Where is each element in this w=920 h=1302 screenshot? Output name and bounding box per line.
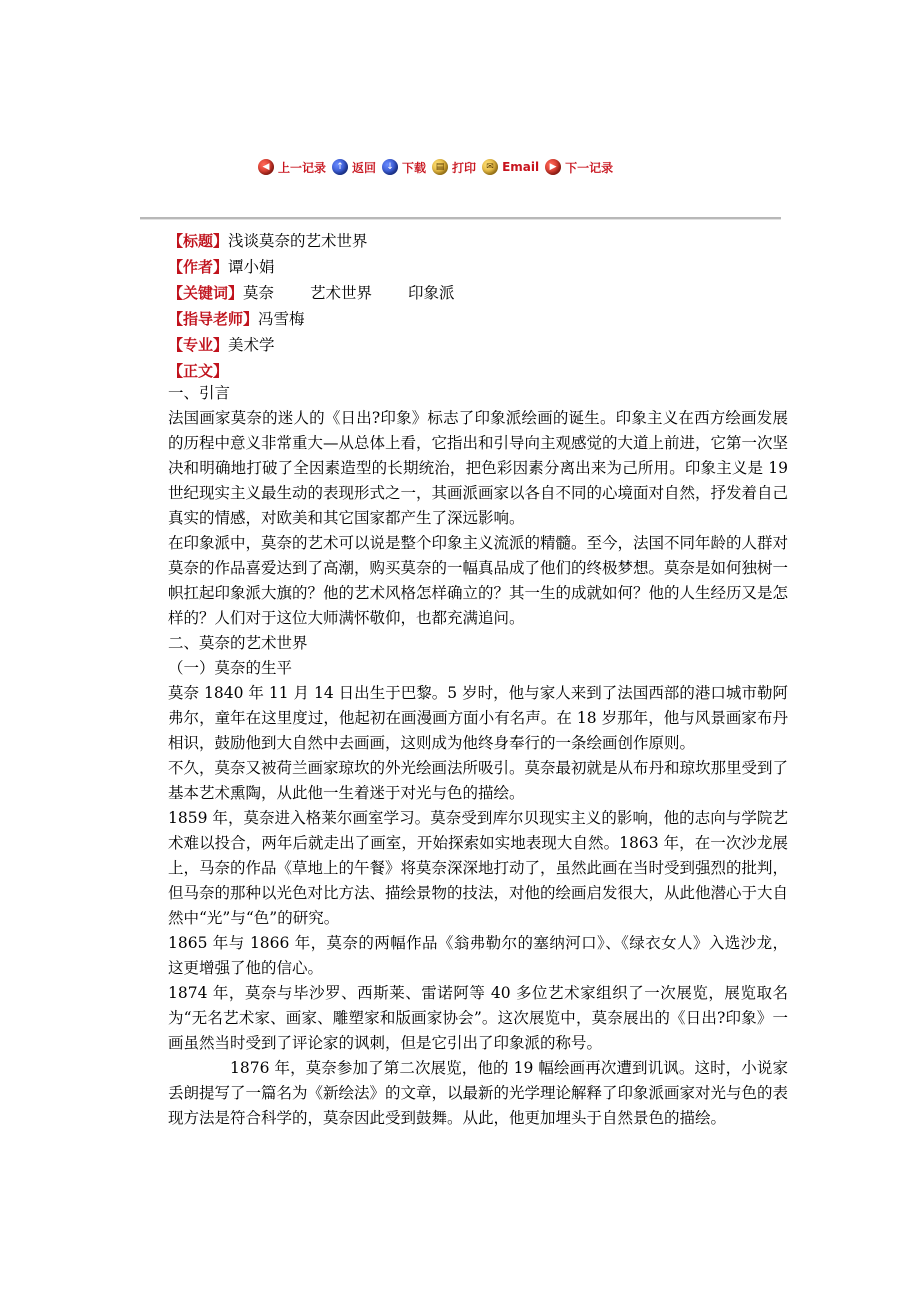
- next-record-label: 下一记录: [565, 160, 614, 175]
- author-value: 谭小娟: [228, 258, 275, 276]
- paragraph: 1876 年，莫奈参加了第二次展览，他的 19 幅绘画再次遭到讥讽。这时，小说家丢朗提写了一篇名为《新绘法》的文章，以最新的光学理论解释了印象派画家对光与色的表现方法是符合科学的，莫奈因此受到鼓舞。从此，他更加埋头于自然景色的描绘。: [168, 1059, 789, 1127]
- section-heading: 二、莫奈的艺术世界: [168, 634, 308, 652]
- article: [168, 229, 788, 1131]
- paragraph: 不久，莫奈又被荷兰画家琼坎的外光绘画法所吸引。莫奈最初就是从布丹和琼坎那里受到了基本艺术熏陶，从此他一生着迷于对光与色的描绘。: [168, 759, 789, 802]
- paragraph: 莫奈 1840 年 11 月 14 日出生于巴黎。5 岁时，他与家人来到了法国西部的港口城市勒阿弗尔，童年在这里度过，他起初在画漫画方面小有名声。在 18 岁那年，他与风景画家布丹相识，鼓励他到大自然中去画画，这则成为他终身奉行的一条绘画创作原则。: [168, 684, 788, 752]
- major-row: [168, 333, 788, 359]
- author-label: 【作者】: [168, 258, 229, 276]
- title-label: 【标题】: [168, 232, 229, 250]
- keywords-label: 【关键词】: [168, 284, 244, 302]
- paragraph: 1859 年，莫奈进入格莱尔画室学习。莫奈受到库尔贝现实主义的影响，他的志向与学院艺术难以投合，两年后就走出了画室，开始探索如实地表现大自然。1863 年，在一次沙龙展上，马奈的作品《草地上的午餐》将莫奈深深地打动了，虽然此画在当时受到强烈的批判，但马奈的那种以光色对比方法、描绘景物的技法，对他的绘画启发很大，从此他潜心于大自然中“光”与“色”的研究。: [168, 809, 789, 927]
- keyword: 印象派: [408, 284, 455, 302]
- keywords-row: [168, 281, 788, 307]
- major-value: 美术学: [228, 336, 275, 354]
- keyword: 艺术世界: [310, 284, 373, 302]
- print-label: 打印: [452, 160, 477, 175]
- paragraph: 在印象派中，莫奈的艺术可以说是整个印象主义流派的精髓。至今，法国不同年龄的人群对莫奈的作品喜爱达到了高潮，购买莫奈的一幅真品成了他们的终极梦想。莫奈是如何独树一帜扛起印象派大旗的？他的艺术风格怎样确立的？其一生的成就如何？他的人生经历又是怎样的？人们对于这位大师满怀敬仰，也都充满追问。: [168, 534, 789, 627]
- record-toolbar: [258, 155, 619, 179]
- download-icon: ↓: [382, 159, 398, 175]
- prev-record-icon: ◀: [258, 159, 274, 175]
- body-label-row: [168, 359, 788, 381]
- print-icon: ▤: [432, 159, 448, 175]
- email-label: Email: [502, 160, 540, 174]
- back-button[interactable]: [332, 159, 376, 176]
- paragraph: 1874 年，莫奈与毕沙罗、西斯莱、雷诺阿等 40 多位艺术家组织了一次展览，展览取名为“无名艺术家、画家、雕塑家和版画家协会”。这次展览中，莫奈展出的《日出?印象》一画虽然当时受到了评论家的讽刺，但是它引出了印象派的称号。: [168, 984, 788, 1052]
- prev-record-label: 上一记录: [278, 160, 327, 175]
- paragraph: 法国画家莫奈的迷人的《日出?印象》标志了印象派绘画的诞生。印象主义在西方绘画发展的历程中意义非常重大—从总体上看，它指出和引导向主观感觉的大道上前进，它第一次坚决和明确地打破了全因素造型的长期统治，把色彩因素分离出来为己所用。印象主义是 19 世纪现实主义最生动的表现形式之一，其画派画家以各自不同的心境面对自然，抒发着自己真实的情感，对欧美和其它国家都产生了深远影响。: [168, 409, 789, 527]
- body-label: 【正文】: [168, 362, 229, 380]
- paragraph: 1865 年与 1866 年，莫奈的两幅作品《翁弗勒尔的塞纳河口》、《绿衣女人》入选沙龙，这更增强了他的信心。: [168, 934, 788, 977]
- email-icon: ✉: [482, 159, 498, 175]
- back-icon: ↑: [332, 159, 348, 175]
- next-record-button[interactable]: [545, 159, 613, 176]
- subsection-heading: （一）莫奈的生平: [168, 659, 293, 677]
- download-label: 下载: [402, 160, 427, 175]
- advisor-value: 冯雪梅: [258, 310, 305, 328]
- author-row: [168, 255, 788, 281]
- major-label: 【专业】: [168, 336, 229, 354]
- email-button[interactable]: [482, 159, 539, 175]
- advisor-row: [168, 307, 788, 333]
- print-button[interactable]: [432, 159, 476, 176]
- prev-record-button[interactable]: [258, 159, 326, 176]
- header-divider: [140, 217, 781, 220]
- next-record-icon: ▶: [545, 159, 561, 175]
- back-label: 返回: [352, 160, 377, 175]
- title-row: [168, 229, 788, 255]
- keyword: 莫奈: [243, 284, 275, 302]
- advisor-label: 【指导老师】: [168, 310, 259, 328]
- section-heading: 一、引言: [168, 384, 231, 402]
- download-button[interactable]: [382, 159, 426, 176]
- title-value: 浅谈莫奈的艺术世界: [228, 232, 368, 250]
